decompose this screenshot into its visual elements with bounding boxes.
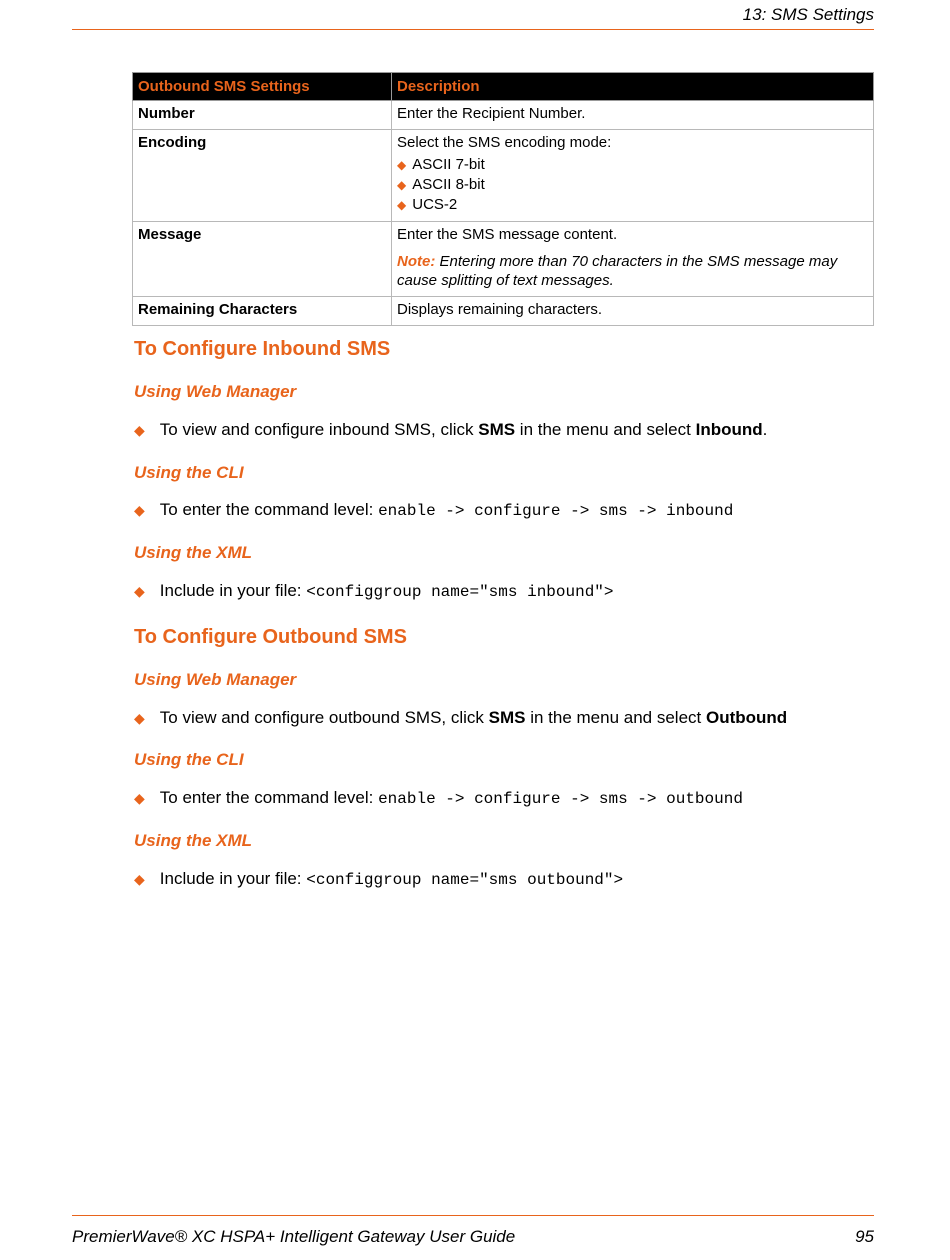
inbound-web-heading: Using Web Manager bbox=[134, 382, 297, 401]
table-row bbox=[133, 101, 874, 130]
outbound-xml-heading: Using the XML bbox=[134, 831, 253, 850]
encoding-option: ASCII 7-bit bbox=[412, 156, 485, 173]
list-item bbox=[397, 155, 868, 175]
step-text: Include in your file: bbox=[159, 581, 307, 600]
diamond-bullet-icon: ◆ bbox=[134, 583, 145, 599]
diamond-bullet-icon: ◆ bbox=[134, 710, 145, 726]
setting-name: Encoding bbox=[133, 130, 392, 222]
inbound-section-title: To Configure Inbound SMS bbox=[134, 338, 391, 360]
diamond-bullet-icon: ◆ bbox=[134, 790, 145, 806]
step-text: Include in your file: bbox=[159, 869, 307, 888]
encoding-option: ASCII 8-bit bbox=[412, 176, 485, 193]
footer-divider bbox=[72, 1215, 874, 1216]
list-item bbox=[397, 195, 868, 215]
xml-snippet: <configgroup name="sms outbound"> bbox=[306, 871, 624, 889]
setting-name: Message bbox=[133, 222, 392, 297]
chapter-header: 13: SMS Settings bbox=[742, 5, 874, 24]
step-text: To view and configure inbound SMS, click bbox=[159, 420, 479, 439]
outbound-cli-heading: Using the CLI bbox=[134, 750, 244, 769]
step-text: in the menu and select bbox=[525, 708, 706, 727]
cli-command: enable -> configure -> sms -> inbound bbox=[378, 502, 734, 520]
setting-description: Enter the SMS message content. bbox=[397, 226, 618, 243]
page-number: 95 bbox=[855, 1227, 874, 1246]
setting-description: Select the SMS encoding mode: bbox=[397, 134, 612, 151]
menu-name: SMS bbox=[478, 420, 516, 439]
outbound-cli-step bbox=[134, 788, 743, 808]
footer-document-title: PremierWave® XC HSPA+ Intelligent Gateway User Guide bbox=[72, 1227, 516, 1246]
menu-selection: Inbound bbox=[695, 420, 763, 439]
inbound-cli-step bbox=[134, 500, 733, 520]
inbound-web-step bbox=[134, 420, 767, 440]
step-text: in the menu and select bbox=[515, 420, 696, 439]
step-text: To enter the command level: bbox=[159, 500, 379, 519]
table-header-row bbox=[133, 73, 874, 101]
diamond-bullet-icon: ◆ bbox=[397, 158, 407, 172]
xml-snippet: <configgroup name="sms inbound"> bbox=[306, 583, 614, 601]
table-row bbox=[133, 130, 874, 222]
outbound-web-step bbox=[134, 708, 787, 728]
column-header-setting: Outbound SMS Settings bbox=[133, 73, 392, 101]
step-text: To enter the command level: bbox=[159, 788, 379, 807]
menu-name: SMS bbox=[488, 708, 526, 727]
menu-selection: Outbound bbox=[705, 708, 788, 727]
table-row bbox=[133, 297, 874, 326]
note-label: Note: bbox=[397, 253, 436, 270]
outbound-section-title: To Configure Outbound SMS bbox=[134, 626, 407, 648]
diamond-bullet-icon: ◆ bbox=[397, 178, 407, 192]
step-text: To view and configure outbound SMS, click bbox=[159, 708, 489, 727]
outbound-web-heading: Using Web Manager bbox=[134, 670, 297, 689]
step-text: . bbox=[762, 420, 768, 439]
setting-description: Displays remaining characters. bbox=[392, 297, 874, 326]
encoding-options-list bbox=[397, 155, 868, 215]
header-divider bbox=[72, 29, 874, 30]
inbound-xml-heading: Using the XML bbox=[134, 543, 253, 562]
diamond-bullet-icon: ◆ bbox=[134, 871, 145, 887]
diamond-bullet-icon: ◆ bbox=[397, 198, 407, 212]
setting-description-cell bbox=[392, 130, 874, 222]
column-header-description: Description bbox=[392, 73, 874, 101]
list-item bbox=[397, 175, 868, 195]
setting-name: Number bbox=[133, 101, 392, 130]
diamond-bullet-icon: ◆ bbox=[134, 422, 145, 438]
setting-description: Enter the Recipient Number. bbox=[392, 101, 874, 130]
table-row bbox=[133, 222, 874, 297]
encoding-option: UCS-2 bbox=[412, 196, 458, 213]
inbound-xml-step bbox=[134, 581, 614, 601]
setting-name: Remaining Characters bbox=[133, 297, 392, 326]
cli-command: enable -> configure -> sms -> outbound bbox=[378, 790, 743, 808]
note-text: Entering more than 70 characters in the SMS message may cause splitting of text messages. bbox=[397, 253, 838, 289]
outbound-xml-step bbox=[134, 869, 623, 889]
diamond-bullet-icon: ◆ bbox=[134, 502, 145, 518]
setting-description-cell bbox=[392, 222, 874, 297]
inbound-cli-heading: Using the CLI bbox=[134, 463, 244, 482]
note bbox=[397, 252, 868, 290]
outbound-settings-table bbox=[132, 72, 874, 326]
